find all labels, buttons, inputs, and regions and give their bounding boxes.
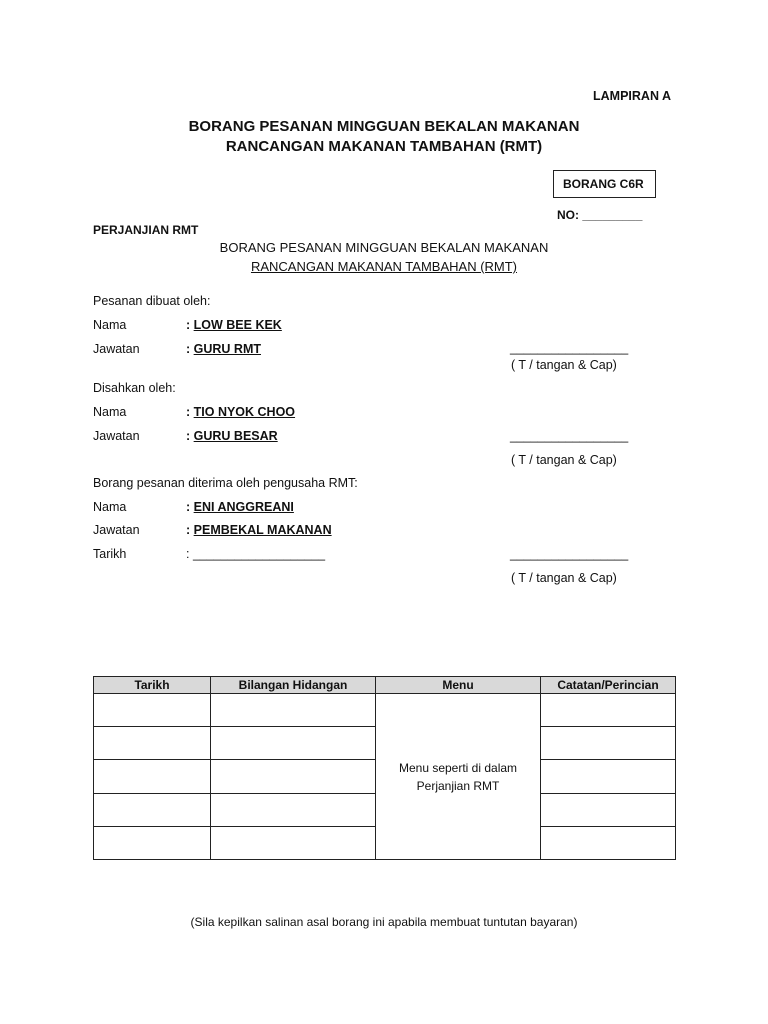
table-cell-bilangan[interactable] — [211, 694, 376, 727]
ordered-by-position-value: GURU RMT — [193, 342, 261, 356]
received-by-date-field — [186, 547, 325, 561]
approved-by-name-label: Nama — [93, 405, 127, 419]
received-by-name-label: Nama — [93, 500, 127, 514]
table-cell-tarikh[interactable] — [94, 727, 211, 760]
section-ordered-by-heading: Pesanan dibuat oleh: — [93, 294, 211, 308]
approved-by-position-field — [186, 429, 278, 443]
header-bilangan-hidangan: Bilangan Hidangan — [211, 677, 376, 694]
section-received-by-heading: Borang pesanan diterima oleh pengusaha RMT: — [93, 476, 358, 490]
order-table — [93, 676, 676, 860]
received-by-date-value: ___________________ — [192, 547, 326, 561]
ordered-by-name-value: LOW BEE KEK — [193, 318, 282, 332]
colon: : — [186, 342, 194, 356]
approved-by-name-value: TIO NYOK CHOO — [193, 405, 296, 419]
table-cell-tarikh[interactable] — [94, 694, 211, 727]
received-by-name-field — [186, 500, 294, 514]
signature-label-1: ( T / tangan & Cap) — [511, 358, 617, 372]
menu-line-2: Perjanjian RMT — [416, 778, 500, 793]
approved-by-name-field — [186, 405, 295, 419]
colon: : — [186, 547, 193, 561]
subtitle-line-2-text: RANCANGAN MAKANAN TAMBAHAN (RMT) — [250, 259, 518, 274]
header-catatan: Catatan/Perincian — [541, 677, 676, 694]
subtitle-line-1: BORANG PESANAN MINGGUAN BEKALAN MAKANAN — [219, 240, 549, 255]
title-line-1: BORANG PESANAN MINGGUAN BEKALAN MAKANAN — [188, 118, 580, 135]
ordered-by-position-field — [186, 342, 261, 356]
table-cell-bilangan[interactable] — [211, 793, 376, 826]
received-by-date-label: Tarikh — [93, 547, 127, 561]
signature-label-3: ( T / tangan & Cap) — [511, 571, 617, 585]
signature-line-1: _________________ — [510, 341, 629, 355]
table-cell-catatan[interactable] — [541, 826, 676, 859]
ordered-by-name-label: Nama — [93, 318, 127, 332]
subtitle-line-2 — [0, 259, 768, 274]
header-menu: Menu — [376, 677, 541, 694]
ordered-by-position-label: Jawatan — [93, 342, 140, 356]
table-header-row — [94, 677, 676, 694]
table-cell-catatan[interactable] — [541, 760, 676, 793]
colon: : — [186, 500, 194, 514]
footer-note: (Sila kepilkan salinan asal borang ini apabila membuat tuntutan bayaran) — [190, 915, 578, 929]
table-cell-tarikh[interactable] — [94, 826, 211, 859]
table-cell-tarikh[interactable] — [94, 760, 211, 793]
header-tarikh: Tarikh — [94, 677, 211, 694]
table-cell-catatan[interactable] — [541, 793, 676, 826]
signature-line-3: _________________ — [510, 547, 629, 561]
approved-by-position-label: Jawatan — [93, 429, 140, 443]
ordered-by-name-field — [186, 318, 282, 332]
title-line-2: RANCANGAN MAKANAN TAMBAHAN (RMT) — [225, 138, 543, 155]
form-number: NO: _________ — [557, 208, 643, 222]
table-cell-bilangan[interactable] — [211, 760, 376, 793]
received-by-position-value: PEMBEKAL MAKANAN — [193, 523, 332, 537]
signature-label-2: ( T / tangan & Cap) — [511, 453, 617, 467]
table-cell-bilangan[interactable] — [211, 727, 376, 760]
colon: : — [186, 523, 194, 537]
section-approved-by-heading: Disahkan oleh: — [93, 381, 176, 395]
table-cell-catatan[interactable] — [541, 727, 676, 760]
table-cell-tarikh[interactable] — [94, 793, 211, 826]
colon: : — [186, 405, 194, 419]
received-by-name-value: ENI ANGGREANI — [193, 500, 294, 514]
colon: : — [186, 429, 194, 443]
colon: : — [186, 318, 194, 332]
signature-line-2: _________________ — [510, 429, 629, 443]
lampiran-label: LAMPIRAN A — [593, 89, 672, 103]
received-by-position-label: Jawatan — [93, 523, 140, 537]
received-by-position-field — [186, 523, 332, 537]
approved-by-position-value: GURU BESAR — [193, 429, 278, 443]
table-cell-bilangan[interactable] — [211, 826, 376, 859]
menu-line-1: Menu seperti di dalam — [398, 760, 518, 775]
table-cell-catatan[interactable] — [541, 694, 676, 727]
perjanjian-label: PERJANJIAN RMT — [93, 223, 199, 237]
table-cell-menu — [376, 694, 541, 860]
borang-code-box: BORANG C6R — [553, 170, 656, 198]
table-row — [94, 694, 676, 727]
